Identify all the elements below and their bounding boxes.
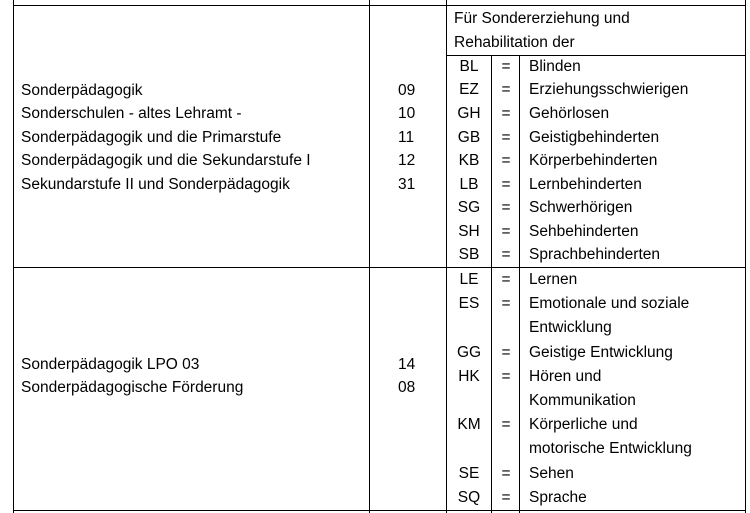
program-name: Sonderpädagogik und die Sekundarstufe I xyxy=(21,152,311,169)
equals-sign: = xyxy=(501,271,511,288)
abbreviation: LE xyxy=(459,271,479,288)
abbreviation-meaning-continued: Entwicklung xyxy=(529,319,612,336)
abbreviation: KM xyxy=(457,416,481,433)
abbreviation-meaning-continued: motorische Entwicklung xyxy=(529,440,692,457)
program-name: Sonderpädagogik und die Primarstufe xyxy=(21,129,282,146)
equals-sign: = xyxy=(501,105,511,122)
abbreviation-meaning: Erziehungsschwierigen xyxy=(529,81,689,98)
abbreviation: GH xyxy=(457,105,481,122)
equals-sign: = xyxy=(501,465,511,482)
equals-sign: = xyxy=(501,416,511,433)
equals-sign: = xyxy=(501,199,511,216)
abbreviation: BL xyxy=(459,58,479,75)
abbreviation: SG xyxy=(457,199,481,216)
program-code: 09 xyxy=(398,82,416,99)
table-border-bottom xyxy=(13,510,746,511)
program-name: Sonderpädagogik xyxy=(21,82,143,99)
abbreviation-meaning: Sprache xyxy=(529,489,587,506)
equals-sign: = xyxy=(501,152,511,169)
abbreviation: SB xyxy=(458,246,480,263)
abbreviation: GB xyxy=(457,129,481,146)
abbreviation-meaning: Sehen xyxy=(529,465,574,482)
program-code: 31 xyxy=(398,176,416,193)
table-border-top xyxy=(13,5,746,6)
program-name: Sonderschulen - altes Lehramt - xyxy=(21,105,242,122)
equals-sign: = xyxy=(501,176,511,193)
abbreviation-meaning: Emotionale und soziale xyxy=(529,295,690,312)
equals-sign: = xyxy=(501,295,511,312)
abbreviation: GG xyxy=(456,344,482,361)
abbreviation: SH xyxy=(458,223,480,240)
abbreviation-meaning: Gehörlosen xyxy=(529,105,610,122)
equals-sign: = xyxy=(501,246,511,263)
abbreviation-meaning: Geistigbehinderten xyxy=(529,129,660,146)
program-code: 12 xyxy=(398,152,416,169)
equals-sign: = xyxy=(501,489,511,506)
abbreviation: SQ xyxy=(457,489,481,506)
equals-sign: = xyxy=(501,368,511,385)
equals-sign: = xyxy=(501,129,511,146)
header-text-line-2: Rehabilitation der xyxy=(454,34,575,51)
abbreviation-meaning: Körperbehinderten xyxy=(529,152,658,169)
abbreviation-meaning: Schwerhörigen xyxy=(529,199,633,216)
equals-sign: = xyxy=(501,58,511,75)
abbreviation-meaning: Blinden xyxy=(529,58,581,75)
equals-sign: = xyxy=(501,81,511,98)
table-border-right xyxy=(745,0,746,513)
program-code: 11 xyxy=(398,129,415,146)
abbreviation-meaning: Geistige Entwicklung xyxy=(529,344,673,361)
program-code: 08 xyxy=(398,379,416,396)
abbreviation: KB xyxy=(458,152,480,169)
abbreviation: HK xyxy=(458,368,480,385)
abbreviation-meaning: Hören und xyxy=(529,368,602,385)
section-divider xyxy=(13,267,746,268)
abbreviation-meaning: Sehbehinderten xyxy=(529,223,639,240)
abbreviation-meaning: Lernen xyxy=(529,271,578,288)
abbreviation: EZ xyxy=(459,81,479,98)
abbreviation: LB xyxy=(459,176,479,193)
program-code: 14 xyxy=(398,356,416,373)
header-text-line-1: Für Sondererziehung und xyxy=(454,10,630,27)
equals-sign: = xyxy=(501,223,511,240)
program-code: 10 xyxy=(398,105,416,122)
abbreviation: SE xyxy=(458,465,480,482)
table-border-left xyxy=(13,0,14,513)
program-name: Sonderpädagogik LPO 03 xyxy=(21,356,200,373)
equals-sign: = xyxy=(501,344,511,361)
abbreviation: ES xyxy=(458,295,480,312)
program-name: Sekundarstufe II und Sonderpädagogik xyxy=(21,176,290,193)
column-divider-code xyxy=(369,0,370,513)
abbreviation-meaning: Körperliche und xyxy=(529,416,638,433)
abbreviation-meaning: Lernbehinderten xyxy=(529,176,642,193)
abbreviation-meaning: Sprachbehinderten xyxy=(529,246,660,263)
program-name: Sonderpädagogische Förderung xyxy=(21,379,244,396)
abbreviation-meaning-continued: Kommunikation xyxy=(529,392,636,409)
